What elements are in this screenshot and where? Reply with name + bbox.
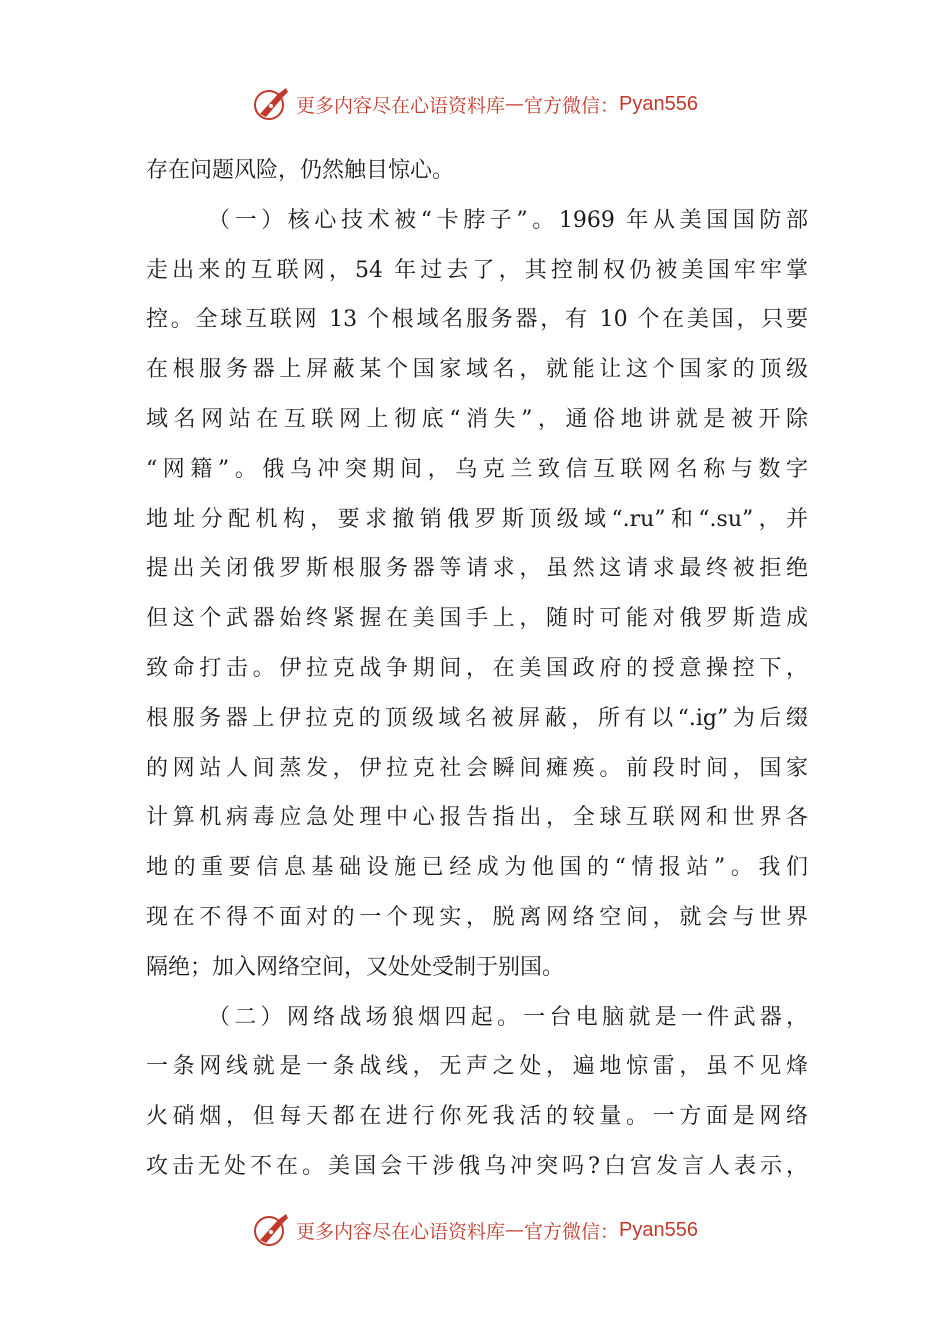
text-line: 存在问题风险，仍然触目惊心。 xyxy=(146,158,455,183)
footer-wechat-id: Pyan556 xyxy=(619,1218,698,1241)
text-line: 计算机病毒应急处理中心报告指出，全球互联网和世界各 xyxy=(146,805,808,831)
pen-nib-logo-icon xyxy=(252,84,292,124)
text-line: 走出来的互联网，54 年过去了，其控制权仍被美国牢牢掌 xyxy=(146,257,808,283)
header-title: 更多内容尽在心语资料库 xyxy=(296,94,506,117)
footer-dash: — xyxy=(505,1219,525,1241)
text-line: 提出关闭俄罗斯根服务器等请求，虽然这请求最终被拒绝 xyxy=(146,556,808,582)
pen-nib-logo-icon xyxy=(252,1210,292,1250)
document-body xyxy=(146,146,808,1192)
section-heading-line: （一）核心技术被“卡脖子”。1969 年从美国国防部 xyxy=(208,207,808,233)
text-line: 在根服务器上屏蔽某个国家域名，就能让这个国家的顶级 xyxy=(146,357,808,383)
footer-wechat-label: 官方微信： xyxy=(524,1220,620,1243)
text-line: 火硝烟，但每天都在进行你死我活的较量。一方面是网络 xyxy=(146,1104,808,1130)
text-line: 的网站人间蒸发，伊拉克社会瞬间瘫痪。前段时间，国家 xyxy=(146,755,808,781)
text-line: 攻击无处不在。美国会干涉俄乌冲突吗?白宫发言人表示， xyxy=(146,1153,808,1179)
text-line: 隔绝；加入网络空间，又处处受制于别国。 xyxy=(146,954,565,980)
text-line: 地的重要信息基础设施已经成为他国的“情报站”。我们 xyxy=(146,855,808,881)
text-line: 现在不得不面对的一个现实，脱离网络空间，就会与世界 xyxy=(146,904,808,930)
header-wechat-label: 官方微信： xyxy=(524,94,620,117)
header-banner xyxy=(0,82,950,126)
text-line: “网籍”。俄乌冲突期间，乌克兰致信互联网名称与数字 xyxy=(146,456,808,482)
text-line: 根服务器上伊拉克的顶级域名被屏蔽，所有以“.ig”为后缀 xyxy=(146,705,808,731)
text-line: 但这个武器始终紧握在美国手上，随时可能对俄罗斯造成 xyxy=(146,606,808,632)
header-dash: — xyxy=(505,93,525,115)
text-line: 致命打击。伊拉克战争期间，在美国政府的授意操控下， xyxy=(146,655,808,681)
footer-banner xyxy=(0,1208,950,1252)
text-line: 控。全球互联网 13 个根域名服务器，有 10 个在美国，只要 xyxy=(146,307,808,333)
section-heading-line: （二）网络战场狼烟四起。一台电脑就是一件武器， xyxy=(208,1004,808,1030)
text-line: 一条网线就是一条战线，无声之处，遍地惊雷，虽不见烽 xyxy=(146,1054,808,1080)
header-wechat-id: Pyan556 xyxy=(619,92,698,115)
text-line: 地址分配机构，要求撤销俄罗斯顶级域“.ru”和“.su”，并 xyxy=(146,506,808,532)
text-line: 域名网站在互联网上彻底“消失”，通俗地讲就是被开除 xyxy=(146,406,808,432)
footer-title: 更多内容尽在心语资料库 xyxy=(296,1220,506,1243)
